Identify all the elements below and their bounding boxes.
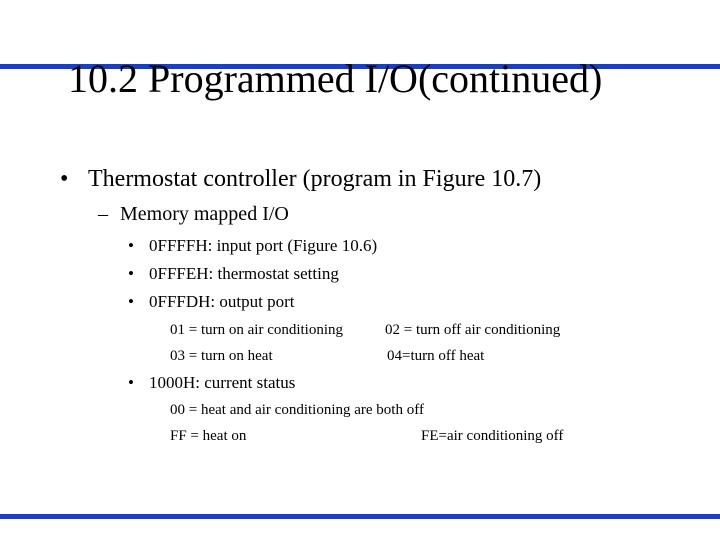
status-note-left: 00 = heat and air conditioning are both off bbox=[170, 402, 424, 418]
bullet-marker: • bbox=[128, 292, 134, 311]
slide-title: 10.2 Programmed I/O(continued) bbox=[68, 56, 603, 101]
bullet-marker: • bbox=[60, 166, 69, 192]
subbullet-memory-mapped-io bbox=[98, 202, 289, 226]
output-note-right: 02 = turn off air conditioning bbox=[385, 322, 561, 338]
bullet-text: Thermostat controller (program in Figure 10.7) bbox=[88, 166, 542, 192]
item-text: 0FFFFH: input port (Figure 10.6) bbox=[149, 236, 378, 255]
item-input-port bbox=[128, 236, 377, 256]
output-note-left: 01 = turn on air conditioning bbox=[170, 322, 344, 338]
bullet-marker: • bbox=[128, 264, 134, 283]
item-text: 0FFFEH: thermostat setting bbox=[149, 264, 339, 283]
item-output-port bbox=[128, 292, 294, 312]
output-note-right: 04=turn off heat bbox=[387, 348, 485, 364]
bullet-marker: • bbox=[128, 236, 134, 255]
bottom-rule bbox=[0, 514, 720, 519]
bullet-marker: • bbox=[128, 373, 134, 392]
bullet-thermostat-controller bbox=[60, 165, 541, 193]
status-note-left: FF = heat on bbox=[170, 428, 247, 444]
item-text: 0FFFDH: output port bbox=[149, 292, 295, 311]
item-thermostat-setting bbox=[128, 264, 339, 284]
output-note-left: 03 = turn on heat bbox=[170, 348, 273, 364]
item-current-status bbox=[128, 373, 295, 393]
subbullet-text: Memory mapped I/O bbox=[120, 203, 289, 225]
item-text: 1000H: current status bbox=[149, 373, 296, 392]
dash-marker: – bbox=[98, 203, 108, 225]
status-note-right: FE=air conditioning off bbox=[421, 428, 564, 444]
